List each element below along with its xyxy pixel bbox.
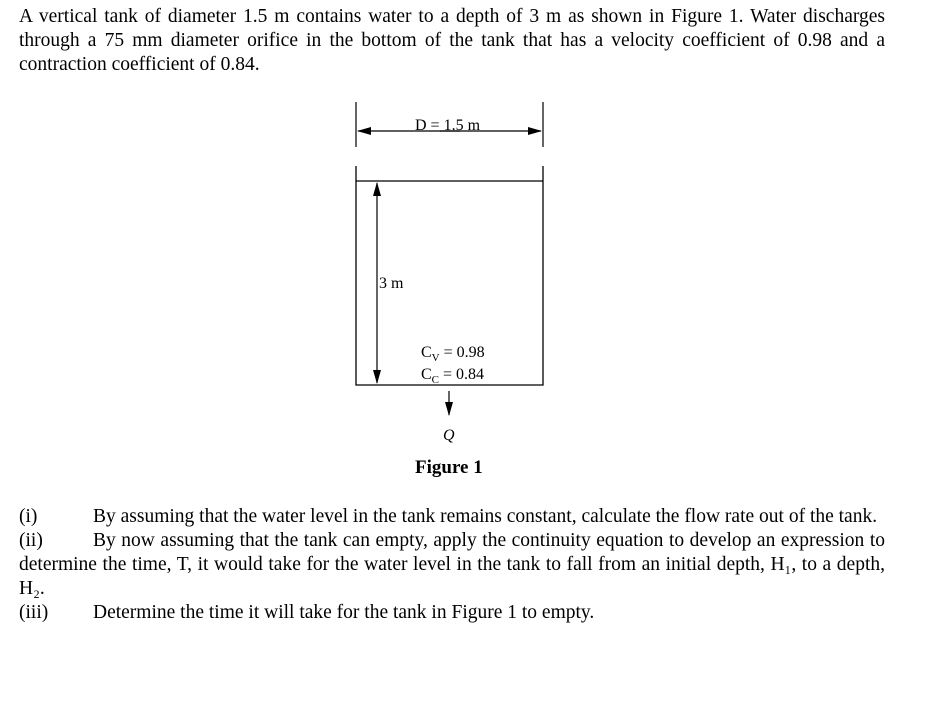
question-number: (iii) [19,602,49,623]
cc-label: $C_C = 0.84$ [421,366,485,386]
question-item [19,601,885,625]
question-text: By now assuming that the tank can empty, apply the continuity equation to develop an expression to determine the time, T, it would take for the water level in the tank to fall from an initial depth, H₁, to a depth, H₂. [19,530,885,599]
flow-label: Q [443,427,455,444]
figure-caption: Figure 1 [415,457,483,478]
problem-intro: A vertical tank of diameter 1.5 m contains water to a depth of 3 m as shown in Figure 1. Water discharges through a 75 mm diameter orifice in the bottom of the tank that has a velocity coefficient of 0.98 and a contraction coefficient of 0.84. [19,6,885,75]
question-number: (i) [19,506,38,527]
question-item [19,529,885,601]
depth-label: 3 m [379,275,404,292]
diameter-label: D = 1.5 m [415,117,481,134]
question-text: Determine the time it will take for the tank in Figure 1 to empty. [93,602,595,623]
cv-label: $C_V = 0.98$ [421,344,485,364]
question-number: (ii) [19,530,43,551]
question-list [19,505,885,625]
question-item [19,505,885,529]
question-text: By assuming that the water level in the tank remains constant, calculate the flow rate out of the tank. [93,506,878,527]
